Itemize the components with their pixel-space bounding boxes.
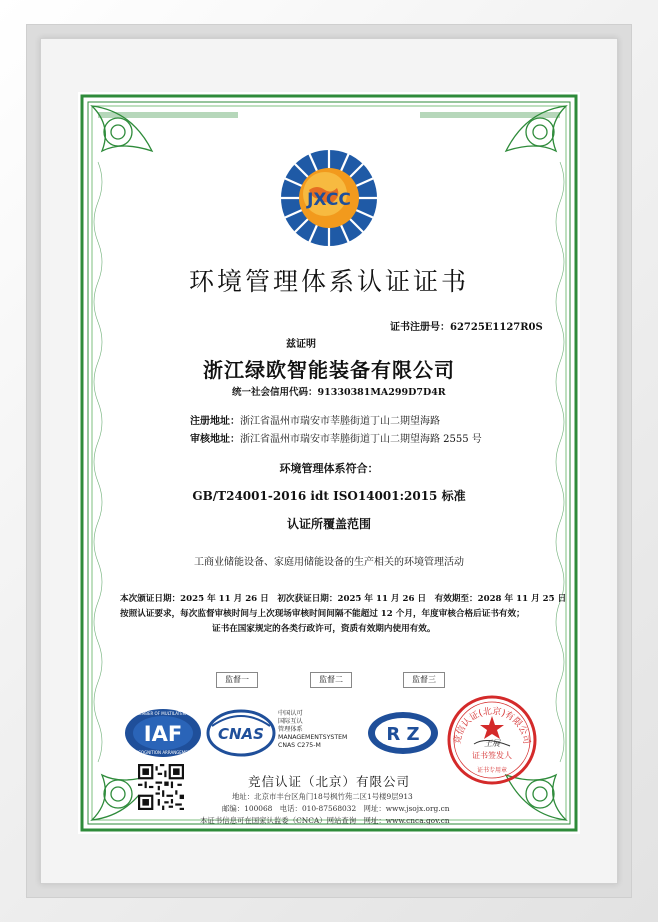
note-line-1: 按照认证要求，每次监督审核时间与上次现场审核时间间隔不能超过 12 个月，年度审核合格后证书有效； xyxy=(120,609,525,619)
rz-logo-icon xyxy=(366,710,440,756)
iaf-logo-icon xyxy=(124,708,202,758)
svg-text:RECOGNITION ARRANGEMENT: RECOGNITION ARRANGEMENT xyxy=(132,750,194,755)
svg-text:证书签发人: 证书签发人 xyxy=(472,751,512,760)
certify-label: 兹证明 xyxy=(286,339,316,350)
svg-text:证书专用章: 证书专用章 xyxy=(476,767,508,774)
svg-text:MEMBER OF MULTILATERAL: MEMBER OF MULTILATERAL xyxy=(135,711,191,716)
dates-line: 本次颁证日期：2025 年 11 月 26 日 初次获证日期：2025 年 11 月 26 日 有效期至：2028 年 11 月 25 日 xyxy=(120,594,567,604)
note-line-2: 证书在国家规定的各类行政许可，资质有效期内使用有效。 xyxy=(212,624,436,634)
footer-contact: 邮编：100068 电话：010-87568032 网址：www.jsojx.org.cn xyxy=(222,804,450,813)
company-name: 浙江绿欧智能装备有限公司 xyxy=(203,358,455,382)
svg-text:JXCC: JXCC xyxy=(307,190,351,210)
svg-text:R Z: R Z xyxy=(386,724,420,745)
audit-address: 审核地址：浙江省温州市瑞安市莘塍街道丁山二期望海路 2555 号 xyxy=(190,434,482,445)
credit-code: 统一社会信用代码：91330381MA299D7D4R xyxy=(232,387,446,398)
svg-text:CNAS: CNAS xyxy=(218,725,264,743)
cnas-logo-icon xyxy=(206,708,276,758)
audit-box-1: 监督一 xyxy=(216,672,258,688)
standard: GB/T24001-2016 idt ISO14001:2015 标准 xyxy=(192,489,466,503)
svg-text:王展: 王展 xyxy=(484,739,500,748)
globe-logo-icon xyxy=(279,148,379,248)
footer-company: 竞信认证（北京）有限公司 xyxy=(247,774,410,789)
registered-address: 注册地址：浙江省温州市瑞安市莘塍街道丁山二期望海路 xyxy=(190,416,440,427)
footer-address: 地址：北京市丰台区角门18号枫竹苑二区1号楼9层913 xyxy=(232,792,413,801)
conform-label: 环境管理体系符合： xyxy=(279,462,379,475)
cert-number: 证书注册号：62725E1127R0S xyxy=(390,322,543,333)
footer-query: 本证书信息可在国家认监委（CNCA）网站查询 网址：www.cnca.gov.cn xyxy=(200,816,450,825)
scope-text: 工商业储能设备、家庭用储能设备的生产相关的环境管理活动 xyxy=(194,557,464,568)
svg-text:竞信认证(北京)有限公司: 竞信认证(北京)有限公司 xyxy=(452,706,532,745)
scope-heading: 认证所覆盖范围 xyxy=(286,517,371,531)
certificate-title: 环境管理体系认证证书 xyxy=(188,267,469,296)
audit-box-3: 监督三 xyxy=(403,672,445,688)
audit-box-2: 监督二 xyxy=(310,672,352,688)
cnas-accreditation-text: 中国认可 国际互认 管理体系 MANAGEMENTSYSTEM CNAS C275-M xyxy=(278,710,348,749)
svg-text:IAF: IAF xyxy=(143,722,183,746)
